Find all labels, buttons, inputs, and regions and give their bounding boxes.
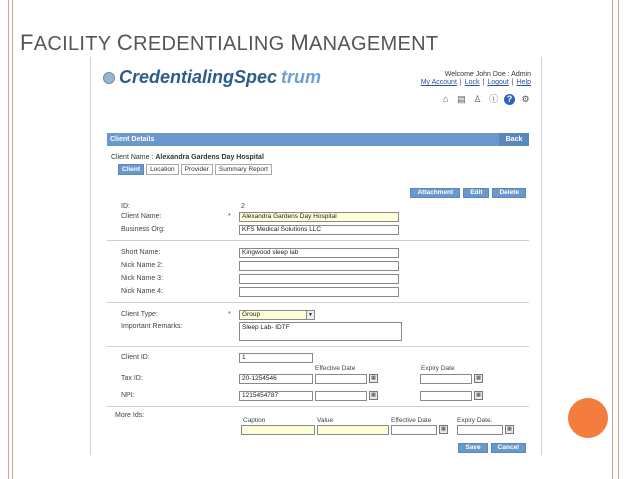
slide-border-left-inner: [12, 0, 13, 479]
decorative-orange-circle: [568, 398, 608, 438]
npi-label: NPI:: [121, 392, 135, 399]
chevron-down-icon: ▼: [306, 311, 314, 319]
tab-provider[interactable]: Provider: [181, 164, 213, 175]
client-name-heading-label: Client Name :: [111, 154, 154, 161]
toolbar-icons: [440, 94, 531, 105]
tab-location[interactable]: Location: [146, 164, 179, 175]
title-part-1: ACILITY: [33, 33, 117, 55]
form-footer-buttons: [458, 443, 526, 453]
title-part-3: ANAGEMENT: [309, 33, 439, 55]
client-type-select[interactable]: [239, 310, 315, 320]
npi-field[interactable]: 1215454787: [239, 391, 313, 401]
more-ids-effective-date-field[interactable]: [391, 425, 437, 435]
client-name-label: Client Name:: [121, 213, 162, 220]
expiry-date-header: Expiry Date: [421, 365, 455, 372]
action-buttons: [410, 188, 526, 198]
top-links: My Account | Lock | Logout | Help: [420, 79, 531, 86]
caption-header: Caption: [243, 417, 266, 424]
client-name-heading: [111, 154, 264, 161]
slide-border-right-inner: [612, 0, 613, 479]
tax-id-label: Tax ID:: [121, 375, 143, 382]
title-part-2: REDENTIALING: [133, 33, 291, 55]
business-org-field[interactable]: KFS Medical Solutions LLC: [239, 225, 399, 235]
tab-client[interactable]: Client: [118, 164, 144, 175]
my-account-link[interactable]: My Account: [420, 79, 457, 86]
cancel-button[interactable]: Cancel: [491, 443, 526, 453]
tax-id-expiry-date-field[interactable]: [420, 374, 472, 384]
home-icon[interactable]: ⌂: [442, 94, 449, 104]
help-link[interactable]: Help: [516, 79, 531, 86]
settings-icon[interactable]: ⚙: [521, 94, 530, 104]
document-icon[interactable]: ▤: [457, 94, 466, 104]
help-icon[interactable]: ?: [504, 94, 515, 105]
more-ids-label: More Ids:: [115, 412, 145, 419]
id-label: ID:: [121, 203, 130, 210]
client-name-heading-value: Alexandra Gardens Day Hospital: [155, 154, 264, 161]
logo-icon: [103, 72, 115, 84]
business-org-label: Business Org:: [121, 226, 165, 233]
title-initial-m: M: [290, 30, 310, 55]
nick-name-4-field[interactable]: [239, 287, 399, 297]
app-logo: [103, 67, 321, 88]
nick-name-4-label: Nick Name 4:: [121, 288, 164, 295]
logo-text: CredentialingSpec: [119, 67, 278, 87]
tax-id-field[interactable]: 20-1254546: [239, 374, 313, 384]
important-remarks-textarea[interactable]: Sleep Lab- IDTF: [239, 322, 402, 341]
slide-border-left: [8, 0, 9, 479]
value-header: Value: [317, 417, 334, 424]
effective-date-header: Effective Date: [315, 365, 356, 372]
title-initial-f: F: [20, 30, 34, 55]
app-header: [91, 57, 541, 117]
attachment-button[interactable]: Attachment: [410, 188, 460, 198]
slide-title: [20, 30, 438, 56]
panel-title: Client Details: [110, 136, 155, 143]
info-icon[interactable]: ⓘ: [488, 94, 498, 104]
calendar-icon[interactable]: ▦: [474, 391, 483, 400]
lock-link[interactable]: Lock: [464, 79, 480, 86]
tax-id-effective-date-field[interactable]: [315, 374, 367, 384]
calendar-icon[interactable]: ▦: [369, 391, 378, 400]
calendar-icon[interactable]: ▦: [439, 425, 448, 434]
more-ids-expiry-date-field[interactable]: [457, 425, 503, 435]
back-button[interactable]: Back: [499, 133, 529, 146]
logo-text-accent: trum: [281, 67, 322, 87]
calendar-icon[interactable]: ▦: [474, 374, 483, 383]
client-id-label: Client ID:: [121, 354, 150, 361]
section-divider: [107, 346, 529, 347]
more-ids-value-field[interactable]: [317, 425, 389, 435]
user-icon[interactable]: ♙: [473, 94, 482, 104]
npi-effective-date-field[interactable]: [315, 391, 367, 401]
nick-name-3-label: Nick Name 3:: [121, 275, 164, 282]
welcome-text: Welcome John Doe : Admin: [444, 71, 531, 78]
client-name-field[interactable]: Alexandra Gardens Day Hospital: [239, 212, 399, 222]
logout-link[interactable]: Logout: [487, 79, 509, 86]
more-effective-date-header: Effective Date: [391, 417, 432, 424]
short-name-label: Short Name:: [121, 249, 161, 256]
client-id-field[interactable]: 1: [239, 353, 313, 363]
important-remarks-label: Important Remarks:: [121, 323, 183, 330]
required-mark: *: [228, 311, 231, 318]
tab-bar: [118, 164, 272, 175]
tab-summary-report[interactable]: Summary Report: [215, 164, 272, 175]
save-button[interactable]: Save: [458, 443, 487, 453]
slide-border-right: [618, 0, 619, 479]
id-value: 2: [241, 203, 245, 210]
more-ids-caption-field[interactable]: [241, 425, 315, 435]
section-divider: [107, 302, 529, 303]
app-screenshot: [90, 57, 542, 455]
client-type-selected: Group: [242, 311, 261, 318]
delete-button[interactable]: Delete: [492, 188, 526, 198]
short-name-field[interactable]: Kingwood sleep lab: [239, 248, 399, 258]
calendar-icon[interactable]: ▦: [505, 425, 514, 434]
nick-name-2-field[interactable]: [239, 261, 399, 271]
calendar-icon[interactable]: ▦: [369, 374, 378, 383]
nick-name-2-label: Nick Name 2:: [121, 262, 164, 269]
section-divider: [107, 240, 529, 241]
edit-button[interactable]: Edit: [463, 188, 489, 198]
npi-expiry-date-field[interactable]: [420, 391, 472, 401]
more-expiry-date-header: Expiry Date.: [457, 417, 493, 424]
client-type-label: Client Type:: [121, 311, 158, 318]
client-details-bar: [107, 133, 529, 146]
required-mark: *: [228, 213, 231, 220]
nick-name-3-field[interactable]: [239, 274, 399, 284]
section-divider: [107, 406, 529, 407]
title-initial-c: C: [116, 30, 134, 55]
